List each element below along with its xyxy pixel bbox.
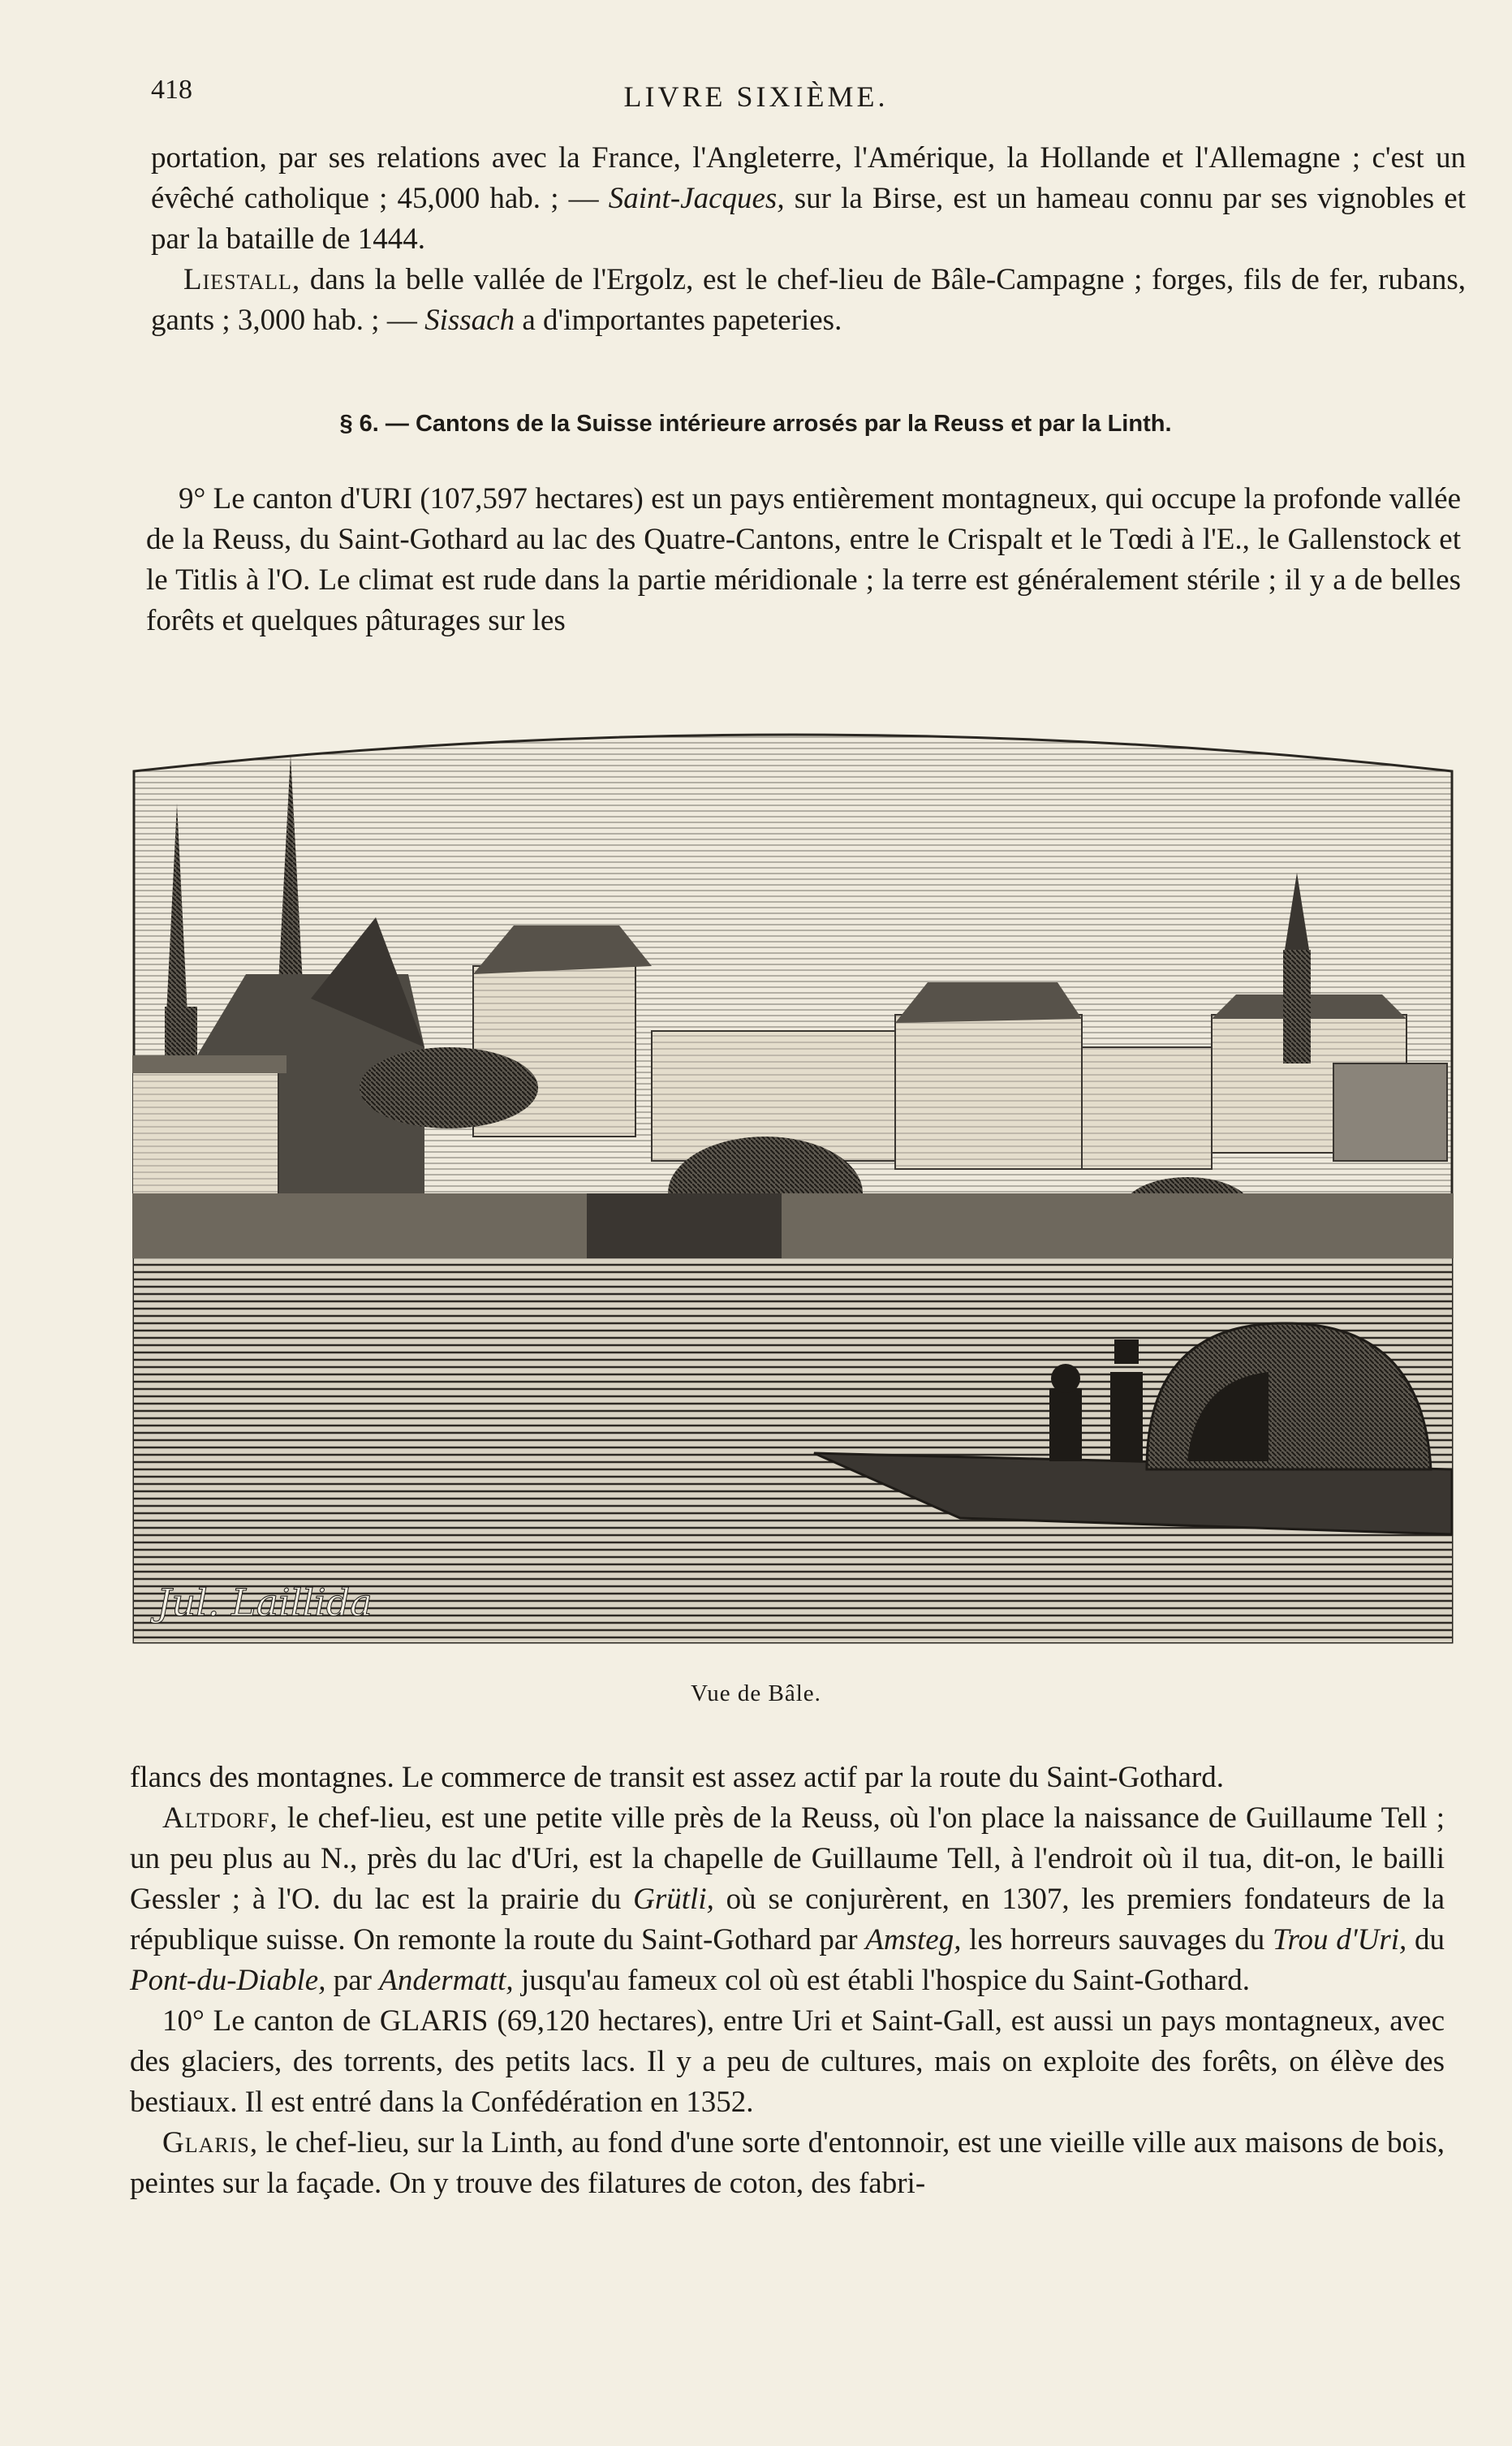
place-liestall: Liestall, — [183, 263, 301, 296]
place-pont-du-diable: Pont-du-Diable, — [130, 1964, 326, 1997]
paragraph-bale-continued: portation, par ses relations avec la France, l'Angleterre, l'Amérique, la Hollande et l'Allemagne ; c'est un évêché catholique ; 45,000 hab. ; — Saint-Jacques, sur la Birse, est un hameau connu par ses vignobles et par la bataille de 1444. — [151, 141, 1466, 256]
paragraph-liestall: Liestall, dans la belle vallée de l'Ergolz, est le chef-lieu de Bâle-Campagne ; forges, fils de fer, rubans, gants ; 3,000 hab. ; — Sissach a d'importantes papeteries. — [151, 263, 1466, 337]
section-text-block — [146, 479, 1461, 641]
illustration-caption: Vue de Bâle. — [691, 1680, 821, 1706]
place-trou-d-uri: Trou d'Uri, — [1272, 1923, 1407, 1956]
place-saint-jacques: Saint-Jacques, — [608, 182, 785, 215]
engraving-vue-de-bale — [132, 706, 1454, 1644]
place-amsteg: Amsteg, — [865, 1923, 962, 1956]
place-glaris: Glaris, — [162, 2126, 259, 2159]
page-number: 418 — [151, 75, 192, 105]
paragraph-altdorf: Altdorf, le chef-lieu, est une petite ville près de la Reuss, où l'on place la naissance de Guillaume Tell ; un peu plus au N., près du lac d'Uri, est la chapelle de Guillaume Tell, à l'endroit où il tua, dit-on, le bailli Gessler ; à l'O. du lac est la prairie du Grütli, où se conjurèrent, en 1307, les premiers fondateurs de la république suisse. On remonte la route du Saint-Gothard par Amsteg, les horreurs sauvages du Trou d'Uri, du Pont-du-Diable, par Andermatt, jusqu'au fameux col où est établi l'hospice du Saint-Gothard. — [130, 1801, 1445, 1997]
section-heading: § 6. — Cantons de la Suisse intérieure arrosés par la Reuss et par la Linth. — [339, 411, 1172, 437]
bottom-text-block — [130, 1758, 1445, 2204]
engraver-signature: Jul. Laillida — [157, 1581, 373, 1624]
running-title: LIVRE SIXIÈME. — [623, 80, 889, 113]
paragraph-canton-uri: 9° Le canton d'URI (107,597 hectares) est un pays entièrement montagneux, qui occupe la profonde vallée de la Reuss, du Saint-Gothard au lac des Quatre-Cantons, entre le Crispalt et le Tœdi à l'E., le Gallenstock et le Titlis à l'O. Le climat est rude dans la partie méridionale ; la terre est généralement stérile ; il y a de belles forêts et quelques pâturages sur les — [146, 482, 1461, 637]
engraving-image — [132, 706, 1454, 1644]
paragraph-glaris-town: Glaris, le chef-lieu, sur la Linth, au fond d'une sorte d'entonnoir, est une vieille ville aux maisons de bois, peintes sur la façade. On y trouve des filatures de coton, des fabri- — [130, 2126, 1445, 2200]
paragraph-canton-glaris: 10° Le canton de GLARIS (69,120 hectares), entre Uri et Saint-Gall, est aussi un pays montagneux, avec des glaciers, des torrents, des petits lacs. Il y a peu de cultures, mais on exploite des forêts, on élève des bestiaux. Il est entré dans la Confédération en 1352. — [130, 2004, 1445, 2119]
paragraph-uri-continued: flancs des montagnes. Le commerce de transit est assez actif par la route du Saint-Gothard. — [130, 1761, 1224, 1794]
page-header — [0, 75, 1512, 123]
place-altdorf: Altdorf, — [162, 1801, 278, 1835]
place-sissach: Sissach — [424, 304, 515, 337]
place-andermatt: Andermatt, — [379, 1964, 514, 1997]
top-text-block — [151, 138, 1466, 341]
place-grutli: Grütli, — [633, 1883, 714, 1916]
